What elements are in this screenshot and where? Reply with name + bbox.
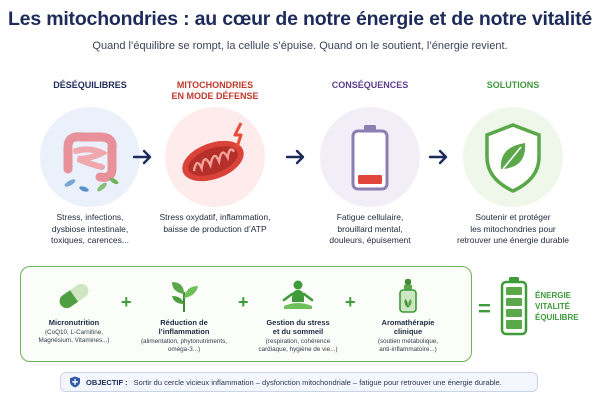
heading-line: MITOCHONDRIES xyxy=(176,80,254,90)
column-heading-mitochondries xyxy=(150,80,280,102)
solution-desc xyxy=(136,338,232,354)
dropper-bottle-icon xyxy=(388,278,428,314)
desc-line: Magnésium, Vitamines...) xyxy=(38,337,110,344)
title-line: Micronutrition xyxy=(48,318,100,327)
mitochondria-icon xyxy=(165,107,265,207)
plus-icon: + xyxy=(238,292,249,312)
arrow-right-icon xyxy=(428,148,450,166)
heading-line: CONSÉQUENCES xyxy=(331,80,409,90)
solution-desc xyxy=(26,329,122,345)
objective-banner xyxy=(60,372,538,392)
arrow-right-icon xyxy=(285,148,307,166)
solution-aromatherapie xyxy=(360,278,456,354)
circle-solutions xyxy=(463,107,563,207)
column-desc-consequences xyxy=(300,212,440,247)
desc-line: douleurs, épuisement xyxy=(329,235,411,245)
shield-plus-icon xyxy=(69,376,81,388)
title-line: Aromathérapie xyxy=(381,318,435,327)
result-line: ÉNERGIE xyxy=(535,291,572,300)
desc-line: Stress oxydatif, inflammation, xyxy=(159,212,271,222)
desc-line: oméga-3...) xyxy=(167,346,201,353)
title-line: Réduction de xyxy=(160,318,208,327)
equals-icon: = xyxy=(478,296,491,321)
plus-icon: + xyxy=(345,292,356,312)
desc-line: dysbiose intestinale, xyxy=(51,223,129,234)
solution-title xyxy=(360,318,456,336)
desc-line: Fatigue cellulaire, xyxy=(336,212,404,222)
title-line: l’inflammation xyxy=(158,327,210,336)
desc-line: baisse de production d’ATP xyxy=(163,223,267,234)
objective-label: OBJECTIF : xyxy=(86,377,128,387)
page-subtitle: Quand l’équilibre se rompt, la cellule s’épuise. Quand on le soutient, l’énergie revient. xyxy=(92,40,508,52)
circle-consequences xyxy=(320,107,420,207)
circle-mitochondries xyxy=(165,107,265,207)
result-line: ÉQUILIBRE xyxy=(535,313,579,322)
solution-stress xyxy=(250,278,346,354)
capsule-icon xyxy=(54,278,94,314)
column-heading-desequilibres xyxy=(25,80,155,91)
desc-line: toxiques, carences... xyxy=(51,235,129,245)
desc-line: (soutien métabolique, xyxy=(377,338,439,345)
intestine-icon xyxy=(40,107,140,207)
shield-leaf-icon xyxy=(463,107,563,207)
desc-line: (respiration, cohérence xyxy=(265,338,331,345)
arrow-right-icon xyxy=(132,148,154,166)
desc-line: (alimentation, phytonutriments, xyxy=(140,338,228,345)
title-line: et du sommeil xyxy=(272,327,324,336)
heading-line: DÉSÉQUILIBRES xyxy=(53,80,127,90)
solution-title xyxy=(250,318,346,336)
desc-line: brouillard mental, xyxy=(337,223,403,234)
meditation-icon xyxy=(278,278,318,314)
column-desc-mitochondries xyxy=(145,212,285,235)
solution-micronutrition xyxy=(26,278,122,345)
plus-icon: + xyxy=(121,292,132,312)
solution-desc xyxy=(250,338,346,354)
desc-line: cardiaque, hygiène de vie...) xyxy=(258,346,338,353)
desc-line: les mitochondries pour xyxy=(470,223,556,234)
heading-line: EN MODE DÉFENSE xyxy=(171,91,259,101)
solution-title xyxy=(136,318,232,336)
page-title: Les mitochondries : au cœur de notre énergie et de notre vitalité xyxy=(7,8,593,30)
title-line: clinique xyxy=(393,327,423,336)
result-labels xyxy=(535,290,579,323)
desc-line: anti-inflammatoire...) xyxy=(379,346,437,353)
low-battery-icon xyxy=(320,107,420,207)
desc-line: Stress, infections, xyxy=(56,212,124,222)
full-battery-icon xyxy=(500,276,528,336)
solution-inflammation xyxy=(136,278,232,354)
result-line: VITALITÉ xyxy=(535,302,570,311)
desc-line: Soutenir et protéger xyxy=(475,212,551,222)
desc-line: (CoQ10, L-Carnitine, xyxy=(44,329,104,336)
solution-desc xyxy=(360,338,456,354)
column-desc-desequilibres xyxy=(20,212,160,247)
heading-line: SOLUTIONS xyxy=(486,80,540,90)
column-desc-solutions xyxy=(443,212,583,247)
column-heading-solutions xyxy=(448,80,578,91)
title-line: Gestion du stress xyxy=(266,318,330,327)
solution-title xyxy=(26,318,122,327)
objective-text: Sortir du cercle vicieux inflammation – dysfonction mitochondriale – fatigue pour retrouver une énergie durable. xyxy=(133,377,502,387)
column-heading-consequences xyxy=(305,80,435,91)
circle-desequilibres xyxy=(40,107,140,207)
plant-icon xyxy=(164,278,204,314)
desc-line: retrouver une énergie durable xyxy=(457,235,569,245)
